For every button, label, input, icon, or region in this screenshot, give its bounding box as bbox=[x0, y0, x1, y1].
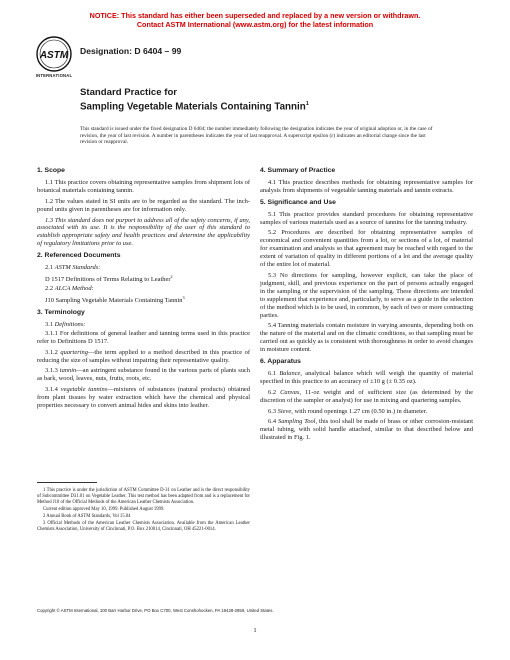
copyright-line: Copyright © ASTM International, 100 Barr Harbor Drive, PO Box C700, West Conshohocken, PA 19428-2959, United States. bbox=[37, 608, 274, 613]
footnote-2: 2 Annual Book of ASTM Standards, Vol 15.04 bbox=[43, 513, 131, 519]
term-3-1-2 bbox=[37, 349, 250, 365]
apparatus-6-1-term: Balance bbox=[279, 369, 301, 377]
ref-astm-text: ASTM Standards: bbox=[54, 264, 101, 272]
term-defs-text: Definitions: bbox=[54, 320, 86, 328]
term-3-1-2-term: quartering bbox=[60, 348, 88, 356]
scope-1-2: 1.2 The values stated in SI units are to be regarded as the standard. The inch-pound units given in parentheses are for information only. bbox=[37, 197, 250, 213]
apparatus-6-3 bbox=[260, 408, 473, 416]
designation: Designation: D 6404 – 99 bbox=[80, 46, 182, 56]
ref-alca-label bbox=[45, 285, 250, 293]
term-3-1-3-term: tannin bbox=[59, 367, 77, 375]
term-defs-num: 3.1 bbox=[45, 320, 54, 328]
section-terminology-heading: 3. Terminology bbox=[37, 308, 85, 316]
apparatus-6-4-text: , this tool shall be made of brass or other corrosion-resistant metal tubing, with solid handle attached, similar to that described below and illustrated in Fig. 1. bbox=[260, 418, 473, 442]
astm-logo-icon bbox=[36, 36, 72, 72]
ref-j10-sup: 3 bbox=[182, 294, 185, 300]
term-3-1-4-term: vegetable tannins bbox=[60, 386, 108, 394]
logo-caption: INTERNATIONAL bbox=[35, 73, 73, 78]
scope-1-3 bbox=[37, 217, 250, 249]
apparatus-6-4-term: Sampling Tool bbox=[277, 418, 316, 426]
apparatus-6-2 bbox=[260, 389, 473, 405]
svg-text:ASTM: ASTM bbox=[39, 50, 69, 61]
section-referenced-heading: 2. Referenced Documents bbox=[37, 252, 121, 260]
significance-5-3: 5.3 No directions for sampling, however explicit, can take the place of judgment, skill, and previous experience on the part of persons actually engaged in the sampling or the supervision of the sampling. These directions are intended to supplement that experience and, particularly, to serve as a guide in the selection of the method which is to be used, in common, by each of two or more contracting parties. bbox=[260, 271, 473, 319]
term-3-1-3-num: 3.1.3 bbox=[45, 367, 58, 375]
section-apparatus-heading: 6. Apparatus bbox=[260, 358, 301, 366]
footnote-divider bbox=[37, 482, 97, 483]
apparatus-6-3-text: , with round openings 1.27 cm (0.50 in.) in diameter. bbox=[291, 407, 428, 415]
term-definitions-label bbox=[45, 321, 250, 329]
issue-note: This standard is issued under the fixed designation D 6404; the number immediately following the designation indicates the year of original adoption or, in the case of revision, the year of last revision. A number in parentheses indicates the year of last reapproval. A superscript epsilon (ε) indicates an editorial change since the last revision or reapproval. bbox=[80, 126, 433, 146]
title-footnote-marker: 1 bbox=[305, 101, 309, 107]
term-3-1-3-text: —an astringent substance found in the various parts of plants such as bark, wood, leaves, nuts, fruits, roots, etc. bbox=[37, 367, 251, 383]
apparatus-6-1-num: 6.1 bbox=[268, 369, 277, 377]
apparatus-6-3-term: Sieve bbox=[277, 407, 292, 415]
notice-line-2: Contact ASTM International (www.astm.org) for the latest information bbox=[136, 20, 374, 29]
apparatus-6-4 bbox=[260, 418, 473, 442]
section-scope-heading: 1. Scope bbox=[37, 167, 65, 174]
ref-d1517-sup: 2 bbox=[170, 273, 173, 279]
left-column bbox=[37, 163, 250, 413]
notice-banner bbox=[0, 11, 510, 29]
significance-5-1: 5.1 This practice provides standard procedures for obtaining representative samples of various materials used as a source of tannins for the tanning industry. bbox=[260, 210, 473, 226]
apparatus-6-2-text: , 11-oz weight and of sufficient size (as determined by the discretion of the sampler or analyst) for use in mixing and quartering samples. bbox=[260, 388, 473, 404]
term-3-1-4-num: 3.1.4 bbox=[45, 386, 58, 394]
scope-1-3-text: 1.3 This standard does not purport to address all of the safety concerns, if any, associated with its use. It is the responsibility of the user of this standard to establish appropriate safety and health practices and determine the applicability of regulatory limitations prior to use. bbox=[37, 216, 250, 248]
summary-4-1: 4.1 This practice describes methods for obtaining representative samples for analysis from shipments of vegetable tanning materials and tannin extracts. bbox=[260, 178, 473, 194]
apparatus-6-2-num: 6.2 bbox=[268, 388, 277, 396]
apparatus-6-4-num: 6.4 bbox=[268, 418, 277, 426]
right-column bbox=[260, 163, 473, 445]
ref-j10-text: J10 Sampling Vegetable Materials Containing Tannin bbox=[45, 297, 183, 305]
title-main bbox=[80, 98, 309, 113]
ref-j10 bbox=[45, 294, 250, 305]
notice-line-1: NOTICE: This standard has either been superseded and replaced by a new version or withdrawn. bbox=[89, 11, 421, 20]
term-3-1-1: 3.1.1 For definitions of general leather and tanning terms used in this practice refer to Definitions D 1517. bbox=[37, 329, 250, 345]
ref-alca-num: 2.2 bbox=[45, 285, 54, 293]
document-title bbox=[80, 87, 309, 113]
ref-d1517-text: D 1517 Definitions of Terms Relating to Leather bbox=[45, 276, 171, 284]
term-3-1-2-text: —the term applied to a method described in this practice of reducing the size of samples without impairing their representative quality. bbox=[37, 348, 250, 364]
apparatus-6-2-term: Canvas bbox=[280, 388, 300, 396]
footnotes bbox=[37, 488, 250, 534]
apparatus-6-1 bbox=[260, 370, 473, 386]
significance-5-2: 5.2 Procedures are described for obtaining representative samples of economical and convenient quantities from a lot, or sections of a lot, of material for examination and analysis so that agreement may be reached with regard to the extent of variation of quality in different portions of a lot and the average quality of the entire lot of material. bbox=[260, 229, 473, 269]
term-3-1-2-num: 3.1.2 bbox=[45, 348, 58, 356]
apparatus-6-1-text: , analytical balance which will weigh the quantity of material specified in this practice to an accuracy of ±10 g (± 0.35 oz). bbox=[260, 369, 474, 385]
significance-5-4: 5.4 Tanning materials contain moisture in varying amounts, depending both on the nature of the material and on the climatic conditions, so that sampling must be carried out as quickly as is consistent with thoroughness in order to avoid changes in moisture content. bbox=[260, 322, 473, 354]
ref-astm-num: 2.1 bbox=[45, 264, 54, 272]
ref-alca-text: ALCA Method: bbox=[54, 285, 94, 293]
ref-d1517 bbox=[45, 273, 250, 284]
section-significance-heading: 5. Significance and Use bbox=[260, 198, 336, 206]
ref-astm-label bbox=[45, 264, 250, 272]
footnote-3: 3 Official Methods of the American Leather Chemists Association. Available from the American Leather Chemists Association, University of Cincinnati, P.O. Box 210014, Cincinnati, OH 45221-0014. bbox=[37, 521, 250, 532]
term-3-1-4 bbox=[37, 386, 250, 410]
footnote-1-edition: Current edition approved May 10, 1999. Published August 1999. bbox=[43, 506, 165, 512]
apparatus-6-3-num: 6.3 bbox=[268, 407, 277, 415]
footnote-1: 1 This practice is under the jurisdiction of ASTM Committee D-31 on Leather and is the direct responsibility of Subcommittee D31.01 on Vegetable Leather. This test method has been adapted from and is a replacement for Method J10 of the Official Methods of the American Leather Chemists Association. bbox=[37, 488, 250, 505]
term-3-1-4-text: —mixtures of substances (natural products) obtained from plant tissues by water extraction which have the chemical and physical properties necessary to convert animal hides and skins into leather. bbox=[37, 386, 251, 410]
scope-1-1: 1.1 This practice covers obtaining representative samples from shipment lots of botanical materials containing tannin. bbox=[37, 178, 250, 194]
page-number: 1 bbox=[253, 627, 257, 634]
title-main-text: Sampling Vegetable Materials Containing Tannin bbox=[80, 101, 306, 113]
term-3-1-3 bbox=[37, 367, 250, 383]
title-prefix: Standard Practice for bbox=[80, 87, 178, 98]
section-summary-heading: 4. Summary of Practice bbox=[260, 167, 336, 174]
